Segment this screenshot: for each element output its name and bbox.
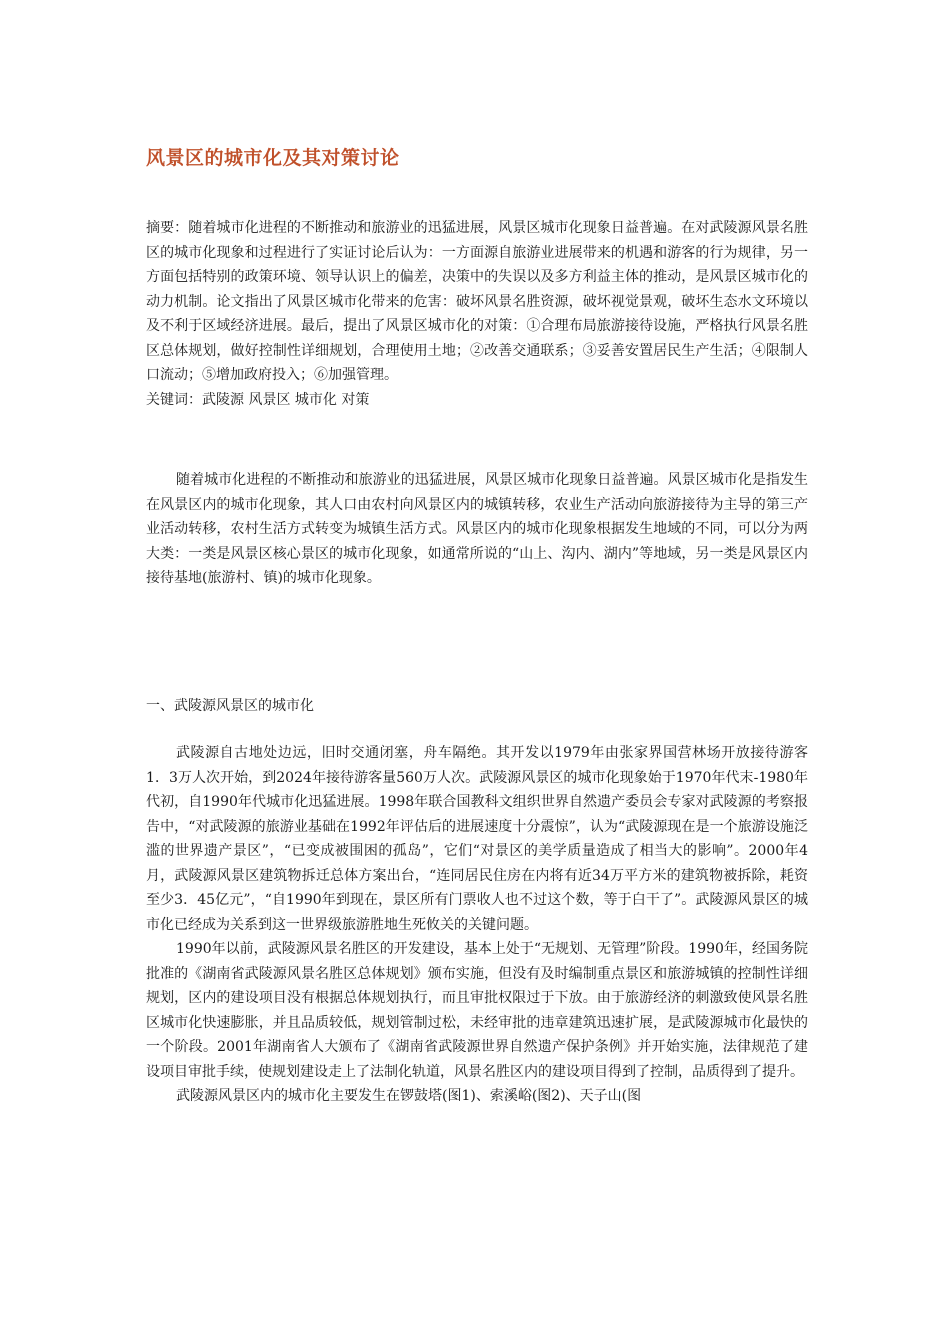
keywords-line: 关键词：武陵源 风景区 城市化 对策 xyxy=(146,391,370,408)
section-heading-block xyxy=(146,694,808,719)
abstract-block xyxy=(146,216,808,412)
body-paragraph-3: 武陵源风景区内的城市化主要发生在锣鼓塔(图1)、索溪峪(图2)、天子山(图 xyxy=(176,1088,642,1104)
section-body xyxy=(146,741,808,1109)
abstract-text: 摘要：随着城市化进程的不断推动和旅游业的迅猛进展，风景区城市化现象日益普遍。在对武陵源风景名胜区的城市化现象和过程进行了实证讨论后认为：一方面源自旅游业进展带来的机遇和游客的行为规律，另一方面包括特别的政策环境、领导认识上的偏差，决策中的失误以及多方利益主体的推动，是风景区城市化的动力机制。论文指出了风景区城市化带来的危害：破坏风景名胜资源，破坏视觉景观，破坏生态水文环境以及不利于区域经济进展。最后，提出了风景区城市化的对策：①合理布局旅游接待设施，严格执行风景名胜区总体规划，做好控制性详细规划，合理使用土地；②改善交通联系；③妥善安置居民生产生活；④限制人口流动；⑤增加政府投入；⑥加强管理。 xyxy=(146,220,808,383)
intro-block xyxy=(146,468,808,591)
body-paragraph-1: 武陵源自古地处边远，旧时交通闭塞，舟车隔绝。其开发以1979年由张家界国营林场开放接待游客1．3万人次开始，到2024年接待游客量560万人次。武陵源风景区的城市化现象始于1970年代末-1980年代初，自1990年代城市化迅猛进展。1998年联合国教科文组织世界自然遗产委员会专家对武陵源的考察报告中，“对武陵源的旅游业基础在1992年评估后的进展速度十分震惊”，认为“武陵源现在是一个旅游设施泛滥的世界遗产景区”，“已变成被围困的孤岛”，它们“对景区的美学质量造成了相当大的影响”。2000年4月，武陵源风景区建筑物拆迁总体方案出台，“连同居民住房在内将有近34万平方米的建筑物被拆除，耗资至少3．45亿元”，“自1990年到现在，景区所有门票收人也不过这个数，等于白干了”。武陵源风景区的城市化已经成为关系到这一世界级旅游胜地生死攸关的关键问题。 xyxy=(146,745,808,933)
document-title: 风景区的城市化及其对策讨论 xyxy=(146,147,400,169)
body-paragraph-2: 1990年以前，武陵源风景名胜区的开发建设，基本上处于“无规划、无管理”阶段。1990年，经国务院批准的《湖南省武陵源风景名胜区总体规划》颁布实施，但没有及时编制重点景区和旅游城镇的控制性详细规划，区内的建设项目没有根据总体规划执行，而且审批权限过于下放。由于旅游经济的刺激致使风景名胜区城市化快速膨胀，并且品质较低，规划管制过松，未经审批的违章建筑迅速扩展，是武陵源城市化最快的一个阶段。2001年湖南省人大颁布了《湖南省武陵源世界自然遗产保护条例》并开始实施，法律规范了建设项目审批手续，使规划建设走上了法制化轨道，风景名胜区内的建设项目得到了控制，品质得到了提升。 xyxy=(146,941,808,1080)
intro-paragraph: 随着城市化进程的不断推动和旅游业的迅猛进展，风景区城市化现象日益普遍。风景区城市化是指发生在风景区内的城市化现象，其人口由农村向风景区内的城镇转移，农业生产活动向旅游接待为主导的第三产业活动转移，农村生活方式转变为城镇生活方式。风景区内的城市化现象根据发生地域的不同，可以分为两大类：一类是风景区核心景区的城市化现象，如通常所说的“山上、沟内、湖内”等地域，另一类是风景区内接待基地(旅游村、镇)的城市化现象。 xyxy=(146,472,808,586)
section-heading: 一、武陵源风景区的城市化 xyxy=(146,698,314,714)
